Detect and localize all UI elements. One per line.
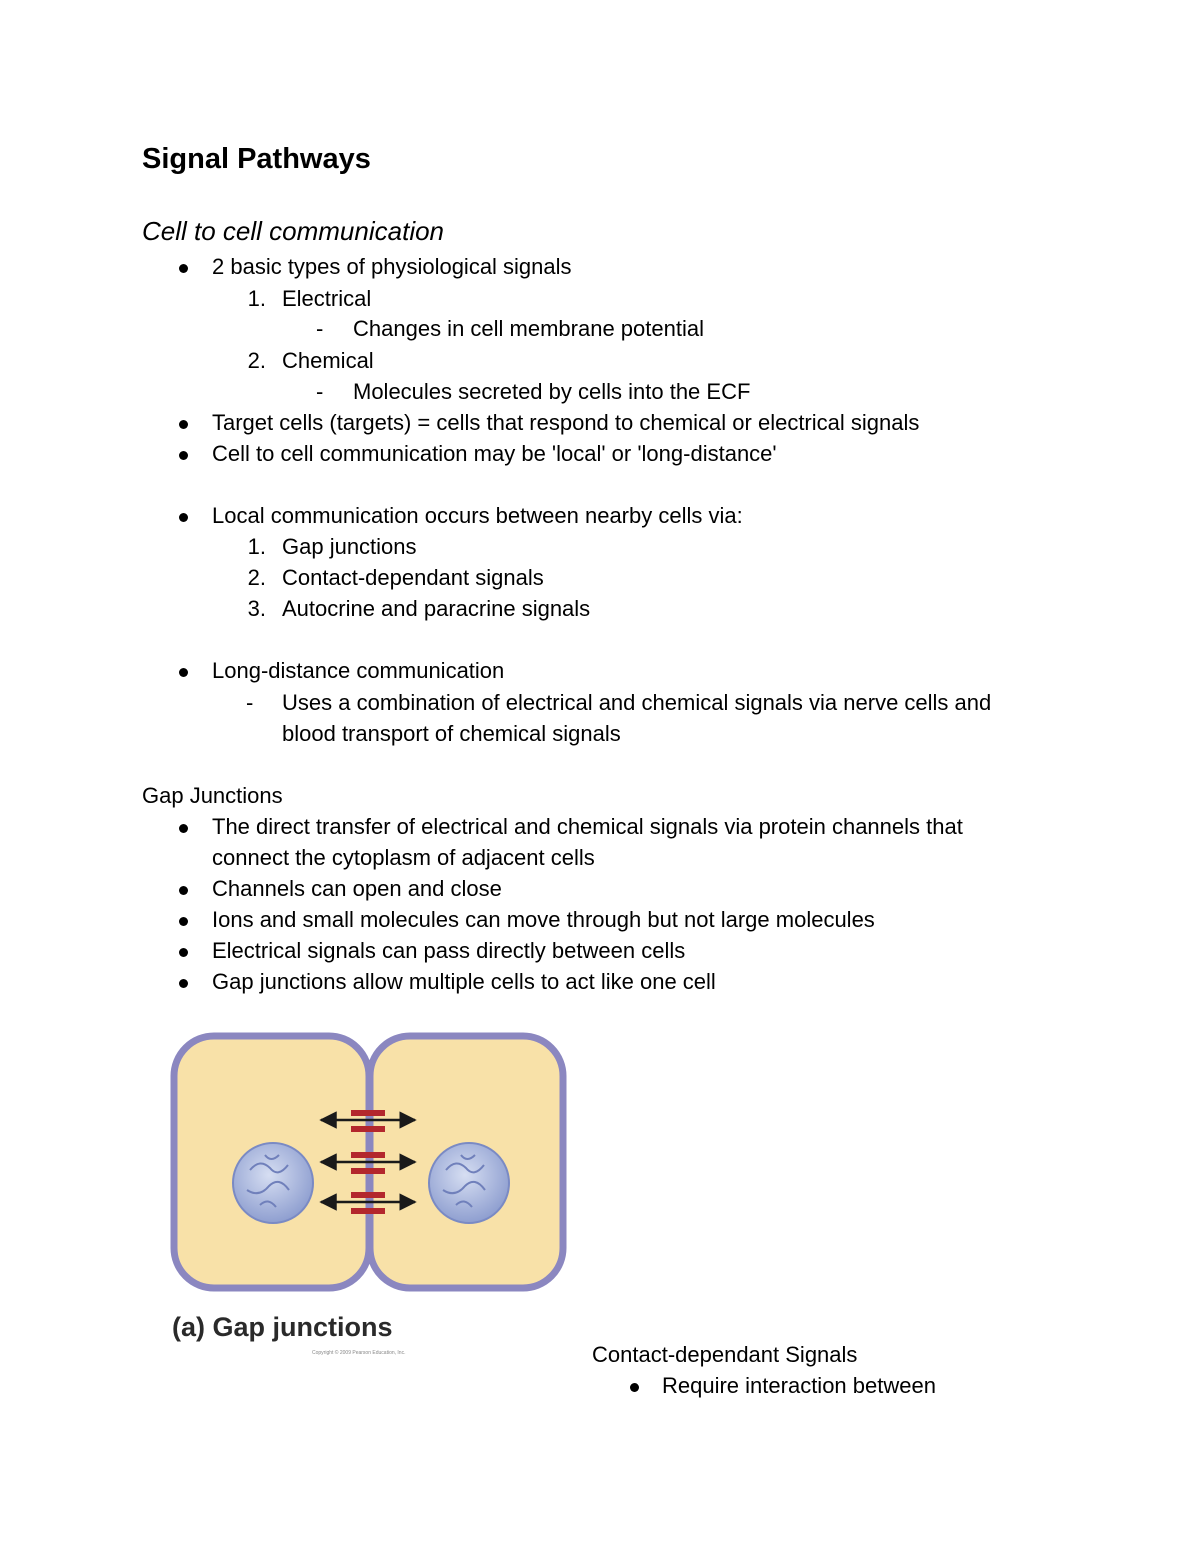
bullet-icon (179, 451, 188, 460)
list-item-continued: connect the cytoplasm of adjacent cells (212, 845, 595, 870)
list-item: Require interaction between (662, 1373, 936, 1398)
dash-marker: - (316, 379, 324, 404)
figure-caption: (a) Gap junctions (172, 1312, 393, 1342)
bullet-icon (630, 1383, 639, 1392)
section-heading-contact-signals: Contact-dependant Signals (592, 1342, 858, 1367)
list-item: Cell to cell communication may be 'local' or 'long-distance' (212, 441, 777, 466)
gap-junction-diagram (165, 1030, 575, 1300)
list-item: Changes in cell membrane potential (353, 316, 704, 341)
bullet-icon (179, 420, 188, 429)
list-item: Ions and small molecules can move through but not large molecules (212, 907, 875, 932)
list-number: 2. (247, 565, 266, 590)
bullet-icon (179, 513, 188, 522)
bullet-icon (179, 824, 188, 833)
list-item: Target cells (targets) = cells that respond to chemical or electrical signals (212, 410, 920, 435)
section-heading-cell-communication: Cell to cell communication (142, 216, 445, 246)
list-item: Long-distance communication (212, 658, 505, 683)
list-item: Autocrine and paracrine signals (282, 596, 591, 621)
list-item: Channels can open and close (212, 876, 502, 901)
dash-marker: - (316, 316, 324, 341)
list-number: 2. (247, 348, 266, 373)
list-item: The direct transfer of electrical and chemical signals via protein channels that (212, 814, 963, 839)
page-title: Signal Pathways (142, 143, 371, 175)
dash-marker: - (246, 690, 254, 715)
list-item: Molecules secreted by cells into the ECF (353, 379, 751, 404)
section-heading-gap-junctions: Gap Junctions (142, 783, 283, 808)
bullet-icon (179, 948, 188, 957)
list-item: Contact-dependant signals (282, 565, 544, 590)
list-number: 1. (247, 534, 266, 559)
list-item: Gap junctions allow multiple cells to act like one cell (212, 969, 716, 994)
bullet-icon (179, 264, 188, 273)
bullet-icon (179, 668, 188, 677)
list-item: Uses a combination of electrical and chemical signals via nerve cells and (282, 690, 992, 715)
list-item-continued: blood transport of chemical signals (282, 721, 621, 746)
list-item: Gap junctions (282, 534, 417, 559)
bullet-icon (179, 979, 188, 988)
list-item: Electrical signals can pass directly between cells (212, 938, 686, 963)
list-number: 3. (247, 596, 266, 621)
list-item: 2 basic types of physiological signals (212, 254, 572, 279)
list-item: Local communication occurs between nearby cells via: (212, 503, 743, 528)
list-item: Electrical (282, 286, 372, 311)
bullet-icon (179, 886, 188, 895)
list-number: 1. (247, 286, 266, 311)
bullet-icon (179, 917, 188, 926)
list-item: Chemical (282, 348, 374, 373)
figure-copyright: Copyright © 2009 Pearson Education, Inc. (312, 1350, 406, 1356)
